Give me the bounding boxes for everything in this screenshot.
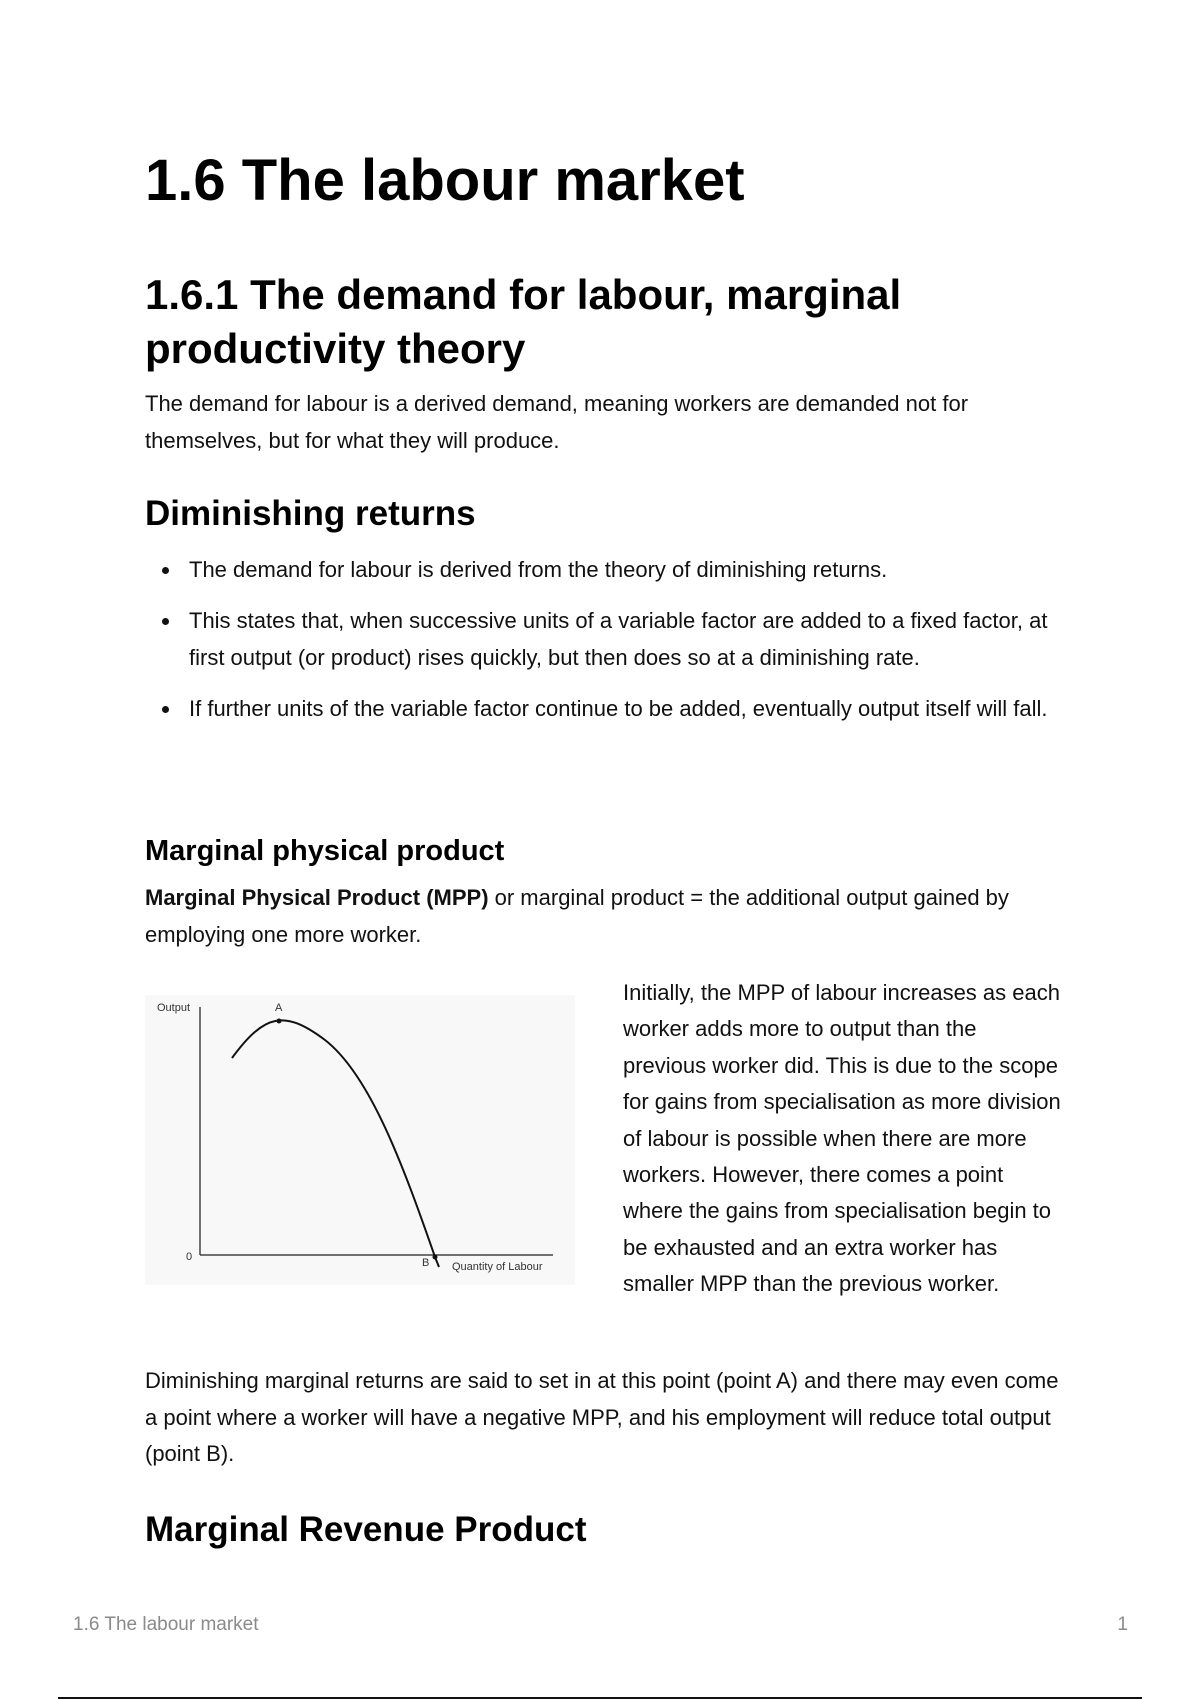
mpp-curve-svg [145,995,575,1285]
y-axis-label: Output [157,1002,191,1014]
list-item [145,552,1060,589]
bullet-icon [162,706,169,713]
page-title: 1.6 The labour market [145,148,745,213]
mpp-explanation: Initially, the MPP of labour increases as each worker adds more to output than the previous worker did. This is due to the scope for gains from specialisation as more division of labour is possible when there are more workers. However, there comes a point where the gains from specialisation begin to be exhausted and an extra worker has smaller MPP than the previous worker. [623,980,1061,1297]
diminishing-returns-heading: Diminishing returns [145,494,476,533]
list-item-text: This states that, when successive units of a variable factor are added to a fixed factor, at first output (or product) rises quickly, but then does so at a diminishing rate. [189,608,1048,670]
mpp-term: Marginal Physical Product (MPP) [145,885,489,910]
list-item-text: If further units of the variable factor continue to be added, eventually output itself will fall. [189,695,1048,721]
mpp-definition-text: or marginal product = the additional output gained by employing one more worker. [145,885,1009,947]
footer-title: 1.6 The labour market [73,1614,259,1635]
intro-paragraph: The demand for labour is a derived demand, meaning workers are demanded not for themselves, but for what they will produce. [145,391,969,453]
list-item [145,603,1060,676]
mpp-heading: Marginal physical product [145,835,505,867]
list-item-text: The demand for labour is derived from the theory of diminishing returns. [189,557,888,582]
list-item [145,691,1060,728]
point-b-label: B [422,1257,430,1269]
diminishing-returns-list [145,552,1060,742]
bullet-icon [162,567,169,574]
bullet-icon [162,618,169,625]
mpp-curve-figure [145,995,575,1285]
origin-label: 0 [186,1251,193,1263]
diminishing-marginal-returns-paragraph: Diminishing marginal returns are said to set in at this point (point A) and there may even come a point where a worker will have a negative MPP, and his employment will reduce total output (point B). [145,1368,1059,1466]
x-axis-label: Quantity of Labour [452,1261,543,1273]
point-a-label: A [275,1002,283,1014]
mrp-heading: Marginal Revenue Product [145,1510,587,1549]
footer-divider [58,1697,1142,1699]
footer-page-number: 1 [1117,1614,1128,1635]
figure-background [145,995,575,1285]
point-a-marker [277,1019,282,1024]
point-b-marker [433,1255,438,1260]
mpp-definition [145,880,1060,953]
section-title: 1.6.1 The demand for labour, marginal productivity theory [145,271,902,372]
